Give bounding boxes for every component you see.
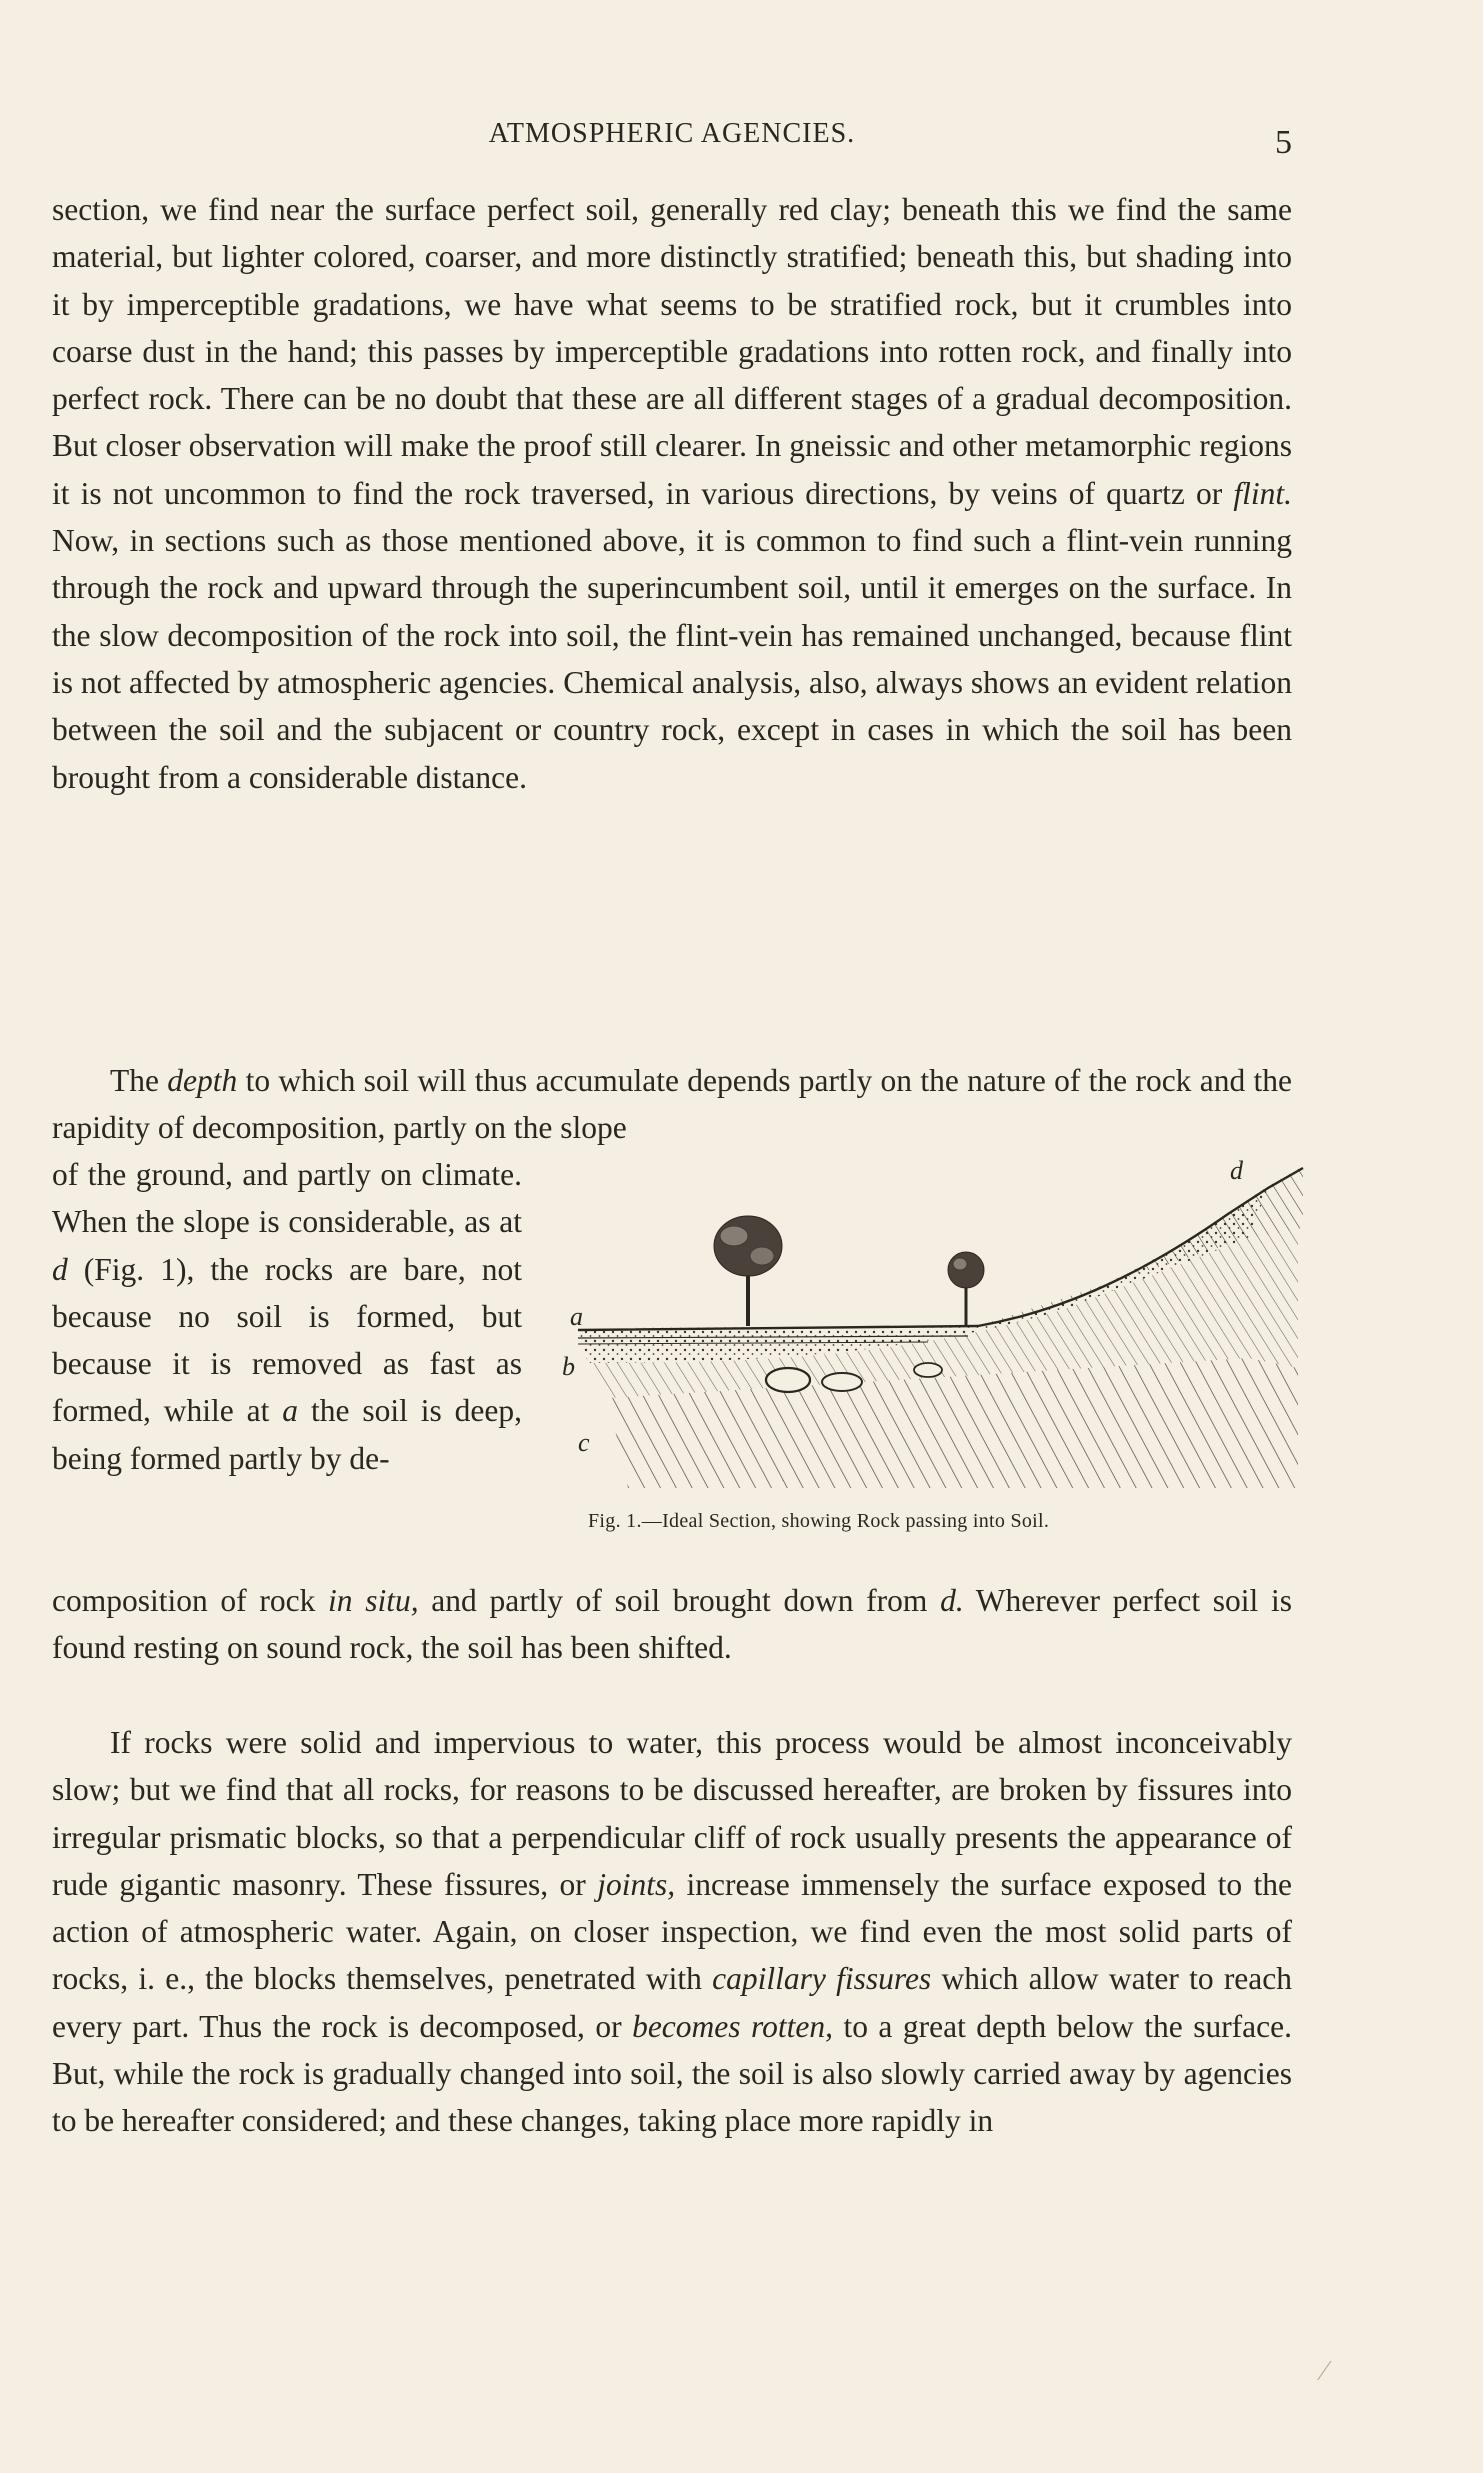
wrap-text-2: (Fig. 1), the rocks are bare, not because no soil is formed, but because it is removed as fast as formed, while at: [52, 1251, 522, 1429]
wrap-text-1: of the ground, and partly on climate. When the slope is considerable, as at: [52, 1157, 522, 1240]
stray-pencil-mark: ⁄: [1322, 2356, 1327, 2387]
paragraph-2-opening: [52, 1057, 1292, 1152]
continuation-text-1: composition of rock: [52, 1583, 329, 1618]
in-situ-emphasis: in situ,: [328, 1583, 419, 1618]
small-tree: [948, 1252, 984, 1326]
running-head: ATMOSPHERIC AGENCIES.: [488, 118, 856, 149]
label-c: c: [578, 1428, 590, 1457]
rotten-emphasis: becomes rotten,: [632, 2008, 833, 2044]
paragraph-3-text-1: If rocks were solid and impervious to water, this process would be almost inconceivably slow; but we find that all rocks, for reasons to be discussed hereafter, are broken by fissures into irregular prismatic blocks, so that a perpendicular cliff of rock usually presents the appearance of rude gigantic masonry. These fissures, or: [52, 1725, 1292, 1902]
page-number: 5: [1275, 124, 1292, 161]
figure-caption: Fig. 1.—Ideal Section, showing Rock passing into Soil.: [588, 1510, 1050, 1532]
d-reference-2: d.: [940, 1583, 964, 1618]
ideal-section-illustration: [548, 1158, 1308, 1508]
label-d: d: [1230, 1156, 1243, 1185]
paragraph-2-continuation: [52, 1577, 1292, 1672]
continuation-text-3: Wherever perfect soil is found resting on sound rock, the soil has been shifted.: [52, 1583, 1292, 1666]
paragraph-1-text: section, we find near the surface perfect soil, generally red clay; beneath this we find the same material, but lighter colored, coarser, and more distinctly stratified; beneath this, but shading into it by imperceptible gradations, we have what seems to be stratified rock, but it crumbles into coarse dust in the hand; this passes by imperceptible gradations into rotten rock, and finally into perfect rock. There can be no doubt that these are all different stages of a gradual decomposition. But closer observation will make the proof still clearer. In gneissic and other metamorphic regions it is not uncommon to find the rock traversed, in various directions, by veins of quartz or: [52, 192, 1292, 511]
paragraph-2-text: to which soil will thus accumulate depends partly on the nature of the rock and the rapidity of decomposition, partly on the slope: [52, 1063, 1292, 1146]
page-header: [52, 112, 1292, 162]
paragraph-2-wrapped-column: [52, 1151, 522, 1482]
depth-emphasis: depth: [167, 1063, 238, 1098]
large-tree: [714, 1216, 782, 1326]
joints-emphasis: joints,: [597, 1866, 676, 1902]
paragraph-3-text-2: increase immensely the surface exposed to the action of atmospheric water. Again, on closer inspection, we find even the most solid parts of rocks, i. e., the blocks themselves, penetrated with: [52, 1866, 1293, 1997]
label-b: b: [562, 1352, 575, 1381]
boulder: [766, 1368, 810, 1392]
paragraph-3-text-4: to a great depth below the surface. But, while the rock is gradually changed into soil, the soil is also slowly carried away by agencies to be hereafter considered; and these changes, taking place more rapidly in: [52, 2008, 1292, 2139]
capillary-emphasis: capillary fissures: [712, 1961, 932, 1997]
boulder: [914, 1363, 942, 1377]
wrap-text-3: the soil is deep, being formed partly by de-: [52, 1393, 522, 1476]
continuation-text-2: and partly of soil brought down from: [418, 1583, 941, 1618]
boulder: [822, 1373, 862, 1391]
label-a: a: [570, 1302, 583, 1331]
flint-emphasis: flint.: [1233, 475, 1292, 511]
paragraph-1: [52, 186, 1292, 801]
paragraph-1-text-cont: Now, in sections such as those mentioned above, it is common to find such a flint-vein running through the rock and upward through the superincumbent soil, until it emerges on the surface. In the slow decomposition of the rock into soil, the flint-vein has remained unchanged, because flint is not affected by atmospheric agencies. Chemical analysis, also, always shows an evident relation between the soil and the subjacent or country rock, except in cases in which the soil has been brought from a considerable distance.: [52, 523, 1292, 795]
d-reference: d: [52, 1251, 68, 1287]
paragraph-3-text-3: which allow water to reach every part. Thus the rock is decomposed, or: [52, 1961, 1293, 2044]
paragraph-2-lead: The: [110, 1063, 168, 1098]
paragraph-3: [52, 1719, 1292, 2145]
figure-1: [548, 1158, 1308, 1550]
a-reference: a: [282, 1393, 299, 1429]
